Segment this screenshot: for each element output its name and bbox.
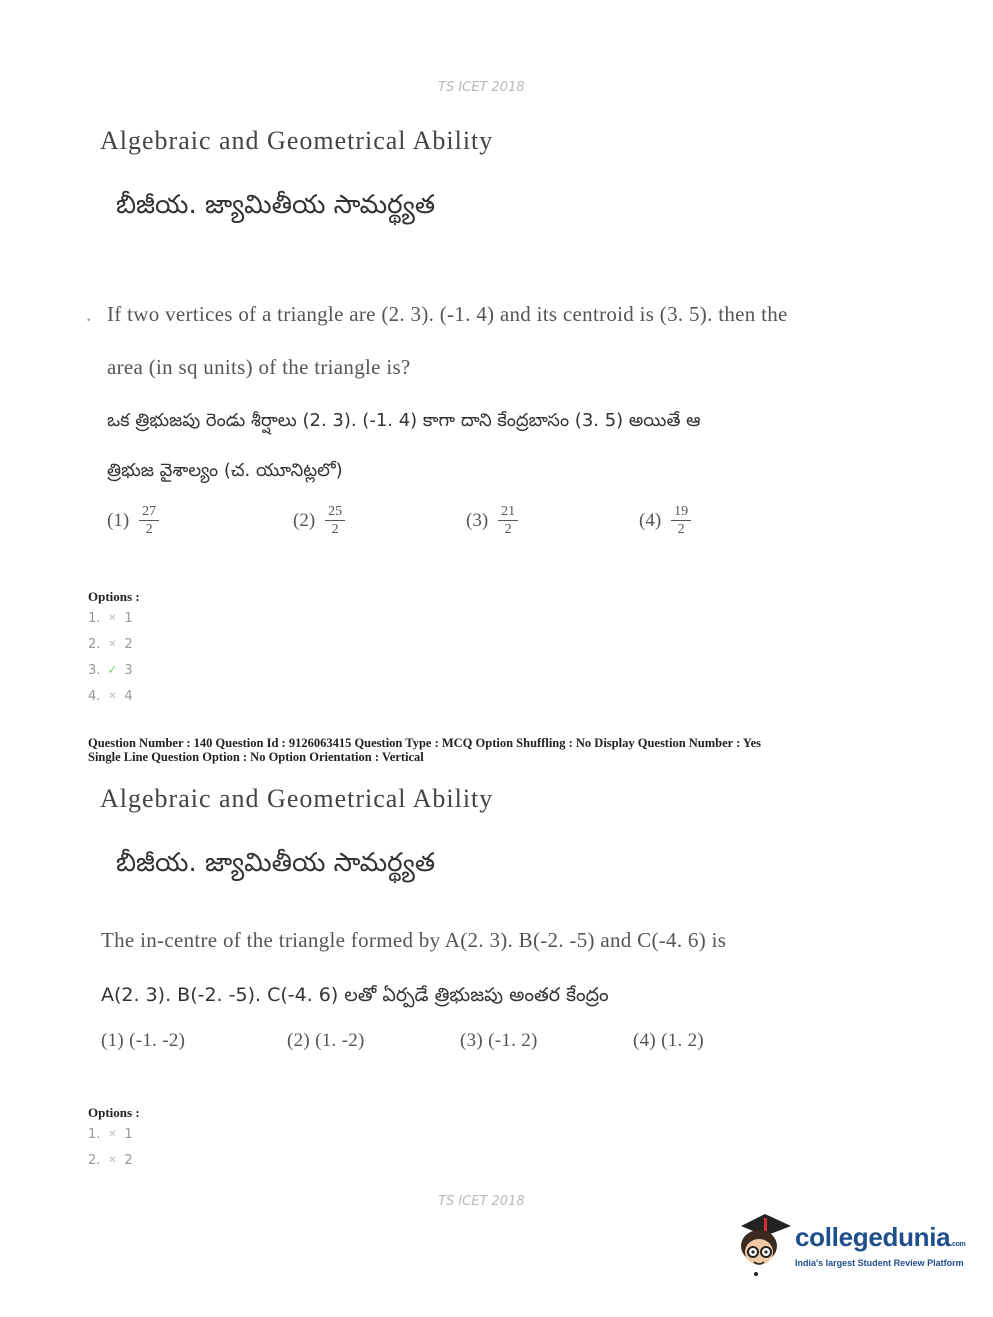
question-text-en: The in-centre of the triangle formed by A(2. 3). B(-2. -5) and C(-4. 6) is: [101, 928, 727, 952]
choice-2: (2) (1. -2): [287, 1030, 365, 1051]
cross-icon: ✕: [108, 691, 117, 702]
option-value: 4: [124, 689, 133, 704]
option-value: 2: [124, 637, 133, 652]
cross-icon: ✕: [108, 1155, 117, 1166]
option-index: 2.: [88, 637, 101, 652]
option-value: 1: [124, 611, 133, 626]
cross-icon: ✕: [108, 639, 117, 650]
option-row-2: [88, 1153, 133, 1168]
question-number-marker: .: [86, 302, 92, 326]
choice-label: (3): [466, 509, 489, 531]
choice-4: [639, 503, 691, 538]
denominator: 2: [504, 522, 512, 537]
denominator: 2: [145, 522, 153, 537]
logo-wordmark: [795, 1222, 965, 1253]
option-value: 3: [124, 663, 133, 678]
section-title-telugu: బీజీయ. జ్యామితీయ సామర్థ్యత: [116, 848, 436, 878]
option-row-3: [88, 663, 133, 678]
section-title: Algebraic and Geometrical Ability: [100, 784, 494, 813]
choice-label: (1): [107, 509, 130, 531]
mascot-icon: [735, 1210, 791, 1280]
question-text-te-line2: త్రిభుజ వైశాల్యం (చ. యూనిట్లలో): [107, 460, 343, 481]
choice-label: (2): [293, 509, 316, 531]
option-index: 2.: [88, 1153, 101, 1168]
options-label: Options :: [88, 1105, 140, 1120]
cross-icon: ✕: [108, 613, 117, 624]
option-row-2: [88, 637, 133, 652]
numerator: 25: [325, 503, 345, 521]
option-index: 4.: [88, 689, 101, 704]
numerator: 21: [498, 503, 518, 521]
choice-3: (3) (-1. 2): [460, 1030, 538, 1051]
question-meta-line2: Single Line Question Option : No Option Orientation : Vertical: [88, 750, 424, 764]
option-value: 2: [124, 1153, 133, 1168]
option-index: 1.: [88, 611, 101, 626]
denominator: 2: [331, 522, 339, 537]
fraction: [671, 503, 691, 538]
denominator: 2: [677, 522, 685, 537]
cross-icon: ✕: [108, 1129, 117, 1140]
question-meta-line1: Question Number : 140 Question Id : 9126063415 Question Type : MCQ Option Shuffling : No Display Question Number : Yes: [88, 736, 761, 750]
choice-label: (4): [639, 509, 662, 531]
section-title-telugu: బీజీయ. జ్యామితీయ సామర్థ్యత: [116, 190, 436, 220]
logo-suffix: .com: [950, 1241, 966, 1248]
numerator: 19: [671, 503, 691, 521]
question-text-en-line1: If two vertices of a triangle are (2. 3). (-1. 4) and its centroid is (3. 5). then the: [107, 302, 788, 326]
fraction: [325, 503, 345, 538]
fraction: [139, 503, 159, 538]
question-text-te: A(2. 3). B(-2. -5). C(-4. 6) లతో ఏర్పడే త్రిభుజపు అంతర కేంద్రం: [101, 984, 609, 1006]
choice-1: [107, 503, 159, 538]
option-row-1: [88, 611, 133, 626]
question-text-te-line1: ఒక త్రిభుజపు రెండు శీర్షాలు (2. 3). (-1. 4) కాగా దాని కేంద్రబాసం (3. 5) అయితే ఆ: [107, 410, 701, 431]
question-text-en-line2: area (in sq units) of the triangle is?: [107, 355, 411, 379]
choice-1: (1) (-1. -2): [101, 1030, 186, 1051]
option-index: 1.: [88, 1127, 101, 1142]
section-title: Algebraic and Geometrical Ability: [100, 126, 494, 155]
choice-2: [293, 503, 345, 538]
check-icon: ✓: [106, 663, 118, 678]
options-label: Options :: [88, 589, 140, 604]
option-value: 1: [124, 1127, 133, 1142]
logo-tagline: India's largest Student Review Platform: [795, 1258, 964, 1268]
fraction: [498, 503, 518, 538]
choice-4: (4) (1. 2): [633, 1030, 705, 1051]
option-row-1: [88, 1127, 133, 1142]
option-index: 3.: [88, 663, 101, 678]
watermark-top: TS ICET 2018: [438, 80, 525, 95]
choice-3: [466, 503, 518, 538]
logo-name: collegedunia: [795, 1222, 951, 1252]
watermark-bottom: TS ICET 2018: [438, 1194, 525, 1209]
collegedunia-logo: [735, 1210, 965, 1280]
numerator: 27: [139, 503, 159, 521]
option-row-4: [88, 689, 133, 704]
